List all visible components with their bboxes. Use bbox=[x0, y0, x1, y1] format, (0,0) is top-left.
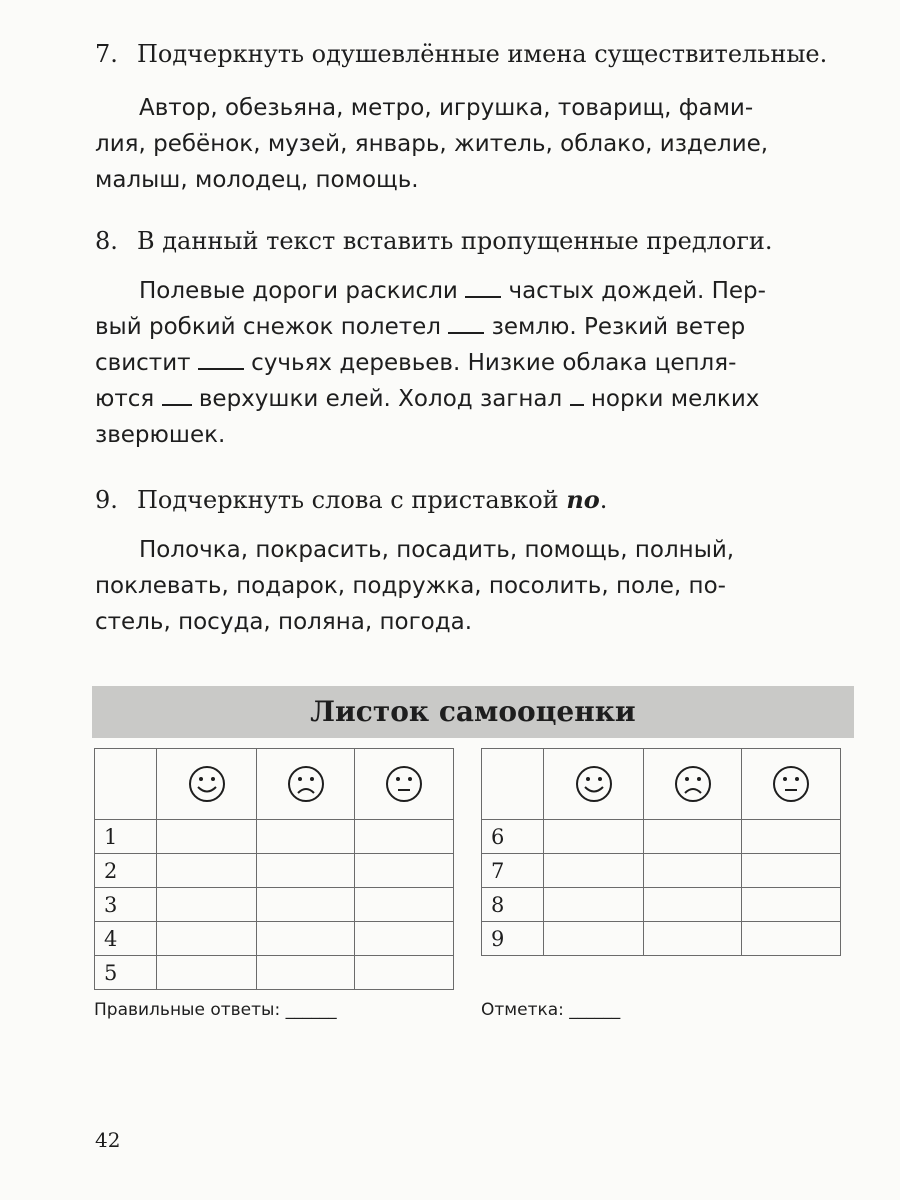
text-line: стель, посуда, поляна, погода. bbox=[95, 609, 473, 635]
text-line bbox=[95, 345, 860, 381]
table-row bbox=[482, 854, 841, 888]
task-number-cell: 8 bbox=[482, 888, 544, 922]
correct-answers-blank[interactable]: ______ bbox=[285, 1000, 337, 1020]
sad-face-icon bbox=[286, 764, 326, 804]
mark-cell[interactable] bbox=[544, 854, 644, 888]
table-header-row bbox=[482, 749, 841, 820]
table-row bbox=[95, 854, 454, 888]
header-cell bbox=[95, 749, 157, 820]
mark-cell[interactable] bbox=[355, 922, 454, 956]
task-number-cell: 9 bbox=[482, 922, 544, 956]
task-number-cell: 7 bbox=[482, 854, 544, 888]
correct-answers-label: Правильные ответы: bbox=[94, 1000, 281, 1020]
mark-cell[interactable] bbox=[544, 820, 644, 854]
mark-cell[interactable] bbox=[257, 888, 355, 922]
mark-cell[interactable] bbox=[157, 820, 257, 854]
mark-blank[interactable]: ______ bbox=[569, 1000, 621, 1020]
mark-cell[interactable] bbox=[742, 854, 841, 888]
text-line bbox=[95, 309, 860, 345]
mark-cell[interactable] bbox=[644, 888, 742, 922]
table-header-row bbox=[95, 749, 454, 820]
mark-cell[interactable] bbox=[355, 888, 454, 922]
table-row bbox=[482, 820, 841, 854]
text-fragment: Полевые дороги раскисли bbox=[139, 278, 458, 304]
header-cell bbox=[257, 749, 355, 820]
header-cell bbox=[355, 749, 454, 820]
task-9-heading bbox=[95, 485, 607, 514]
smiling-face-icon bbox=[574, 764, 614, 804]
text-line: поклевать, подарок, подружка, посолить, поле, по- bbox=[95, 573, 726, 599]
page-number: 42 bbox=[95, 1128, 121, 1152]
preposition-blank bbox=[198, 348, 244, 370]
text-fragment: сучьях деревьев. Низкие облака цепля- bbox=[251, 350, 737, 376]
task-8-heading bbox=[95, 227, 773, 255]
mark-cell[interactable] bbox=[257, 854, 355, 888]
smiling-face-icon bbox=[187, 764, 227, 804]
mark-cell[interactable] bbox=[157, 956, 257, 990]
mark-cell[interactable] bbox=[742, 888, 841, 922]
task-number-cell: 6 bbox=[482, 820, 544, 854]
header-cell bbox=[157, 749, 257, 820]
header-cell bbox=[742, 749, 841, 820]
task-number-cell: 1 bbox=[95, 820, 157, 854]
mark-cell[interactable] bbox=[257, 922, 355, 956]
task-number: 9. bbox=[95, 486, 118, 514]
task-title-end: . bbox=[599, 486, 608, 514]
task-7-text bbox=[95, 90, 860, 198]
assessment-table-right bbox=[481, 748, 841, 956]
text-line bbox=[95, 381, 860, 417]
text-fragment: свистит bbox=[95, 350, 191, 376]
task-number: 7. bbox=[95, 40, 118, 68]
text-line bbox=[95, 273, 860, 309]
table-row bbox=[482, 922, 841, 956]
mark-cell[interactable] bbox=[257, 820, 355, 854]
mark-cell[interactable] bbox=[742, 820, 841, 854]
text-fragment: верхушки елей. Холод загнал bbox=[198, 386, 563, 412]
mark-cell[interactable] bbox=[644, 922, 742, 956]
correct-answers-field bbox=[94, 1000, 337, 1020]
self-assessment-title: Листок самооценки bbox=[92, 686, 854, 738]
text-fragment: землю. Резкий ветер bbox=[491, 314, 746, 340]
mark-cell[interactable] bbox=[355, 854, 454, 888]
assessment-table-left bbox=[94, 748, 454, 990]
text-fragment: частых дождей. Пер- bbox=[508, 278, 766, 304]
table-row bbox=[482, 888, 841, 922]
mark-cell[interactable] bbox=[157, 888, 257, 922]
text-line: лия, ребёнок, музей, январь, житель, облако, изделие, bbox=[95, 131, 769, 157]
task-number-cell: 4 bbox=[95, 922, 157, 956]
preposition-blank bbox=[448, 312, 484, 334]
text-line: Автор, обезьяна, метро, игрушка, товарищ, фами- bbox=[139, 95, 754, 121]
text-fragment: норки мелких bbox=[590, 386, 760, 412]
sad-face-icon bbox=[673, 764, 713, 804]
preposition-blank bbox=[465, 276, 501, 298]
mark-cell[interactable] bbox=[355, 820, 454, 854]
mark-cell[interactable] bbox=[355, 956, 454, 990]
task-number-cell: 2 bbox=[95, 854, 157, 888]
table-row bbox=[95, 956, 454, 990]
task-title: Подчеркнуть слова с приставкой bbox=[137, 486, 559, 514]
text-fragment: ются bbox=[95, 386, 155, 412]
header-cell bbox=[482, 749, 544, 820]
mark-cell[interactable] bbox=[544, 888, 644, 922]
text-line bbox=[95, 417, 860, 453]
task-title: Подчеркнуть одушевлённые имена существительные. bbox=[137, 40, 828, 68]
task-8-text bbox=[95, 273, 860, 453]
task-9-text bbox=[95, 532, 860, 640]
preposition-blank bbox=[162, 384, 192, 406]
task-title-emphasis: по bbox=[566, 485, 600, 514]
text-line: Полочка, покрасить, посадить, помощь, полный, bbox=[139, 537, 735, 563]
mark-cell[interactable] bbox=[544, 922, 644, 956]
text-line: малыш, молодец, помощь. bbox=[95, 167, 419, 193]
task-title: В данный текст вставить пропущенные предлоги. bbox=[137, 227, 773, 255]
mark-label: Отметка: bbox=[481, 1000, 564, 1020]
task-number-cell: 5 bbox=[95, 956, 157, 990]
preposition-blank bbox=[570, 384, 584, 406]
text-fragment: вый робкий снежок полетел bbox=[95, 314, 441, 340]
table-row bbox=[95, 888, 454, 922]
header-cell bbox=[644, 749, 742, 820]
task-number-cell: 3 bbox=[95, 888, 157, 922]
table-row bbox=[95, 820, 454, 854]
mark-cell[interactable] bbox=[742, 922, 841, 956]
task-7-heading bbox=[95, 40, 827, 68]
header-cell bbox=[544, 749, 644, 820]
mark-cell[interactable] bbox=[157, 854, 257, 888]
neutral-face-icon bbox=[384, 764, 424, 804]
mark-cell[interactable] bbox=[257, 956, 355, 990]
mark-cell[interactable] bbox=[644, 820, 742, 854]
neutral-face-icon bbox=[771, 764, 811, 804]
text-fragment: зверюшек. bbox=[95, 422, 226, 448]
mark-cell[interactable] bbox=[157, 922, 257, 956]
mark-field bbox=[481, 1000, 620, 1020]
mark-cell[interactable] bbox=[644, 854, 742, 888]
task-number: 8. bbox=[95, 227, 118, 255]
table-row bbox=[95, 922, 454, 956]
